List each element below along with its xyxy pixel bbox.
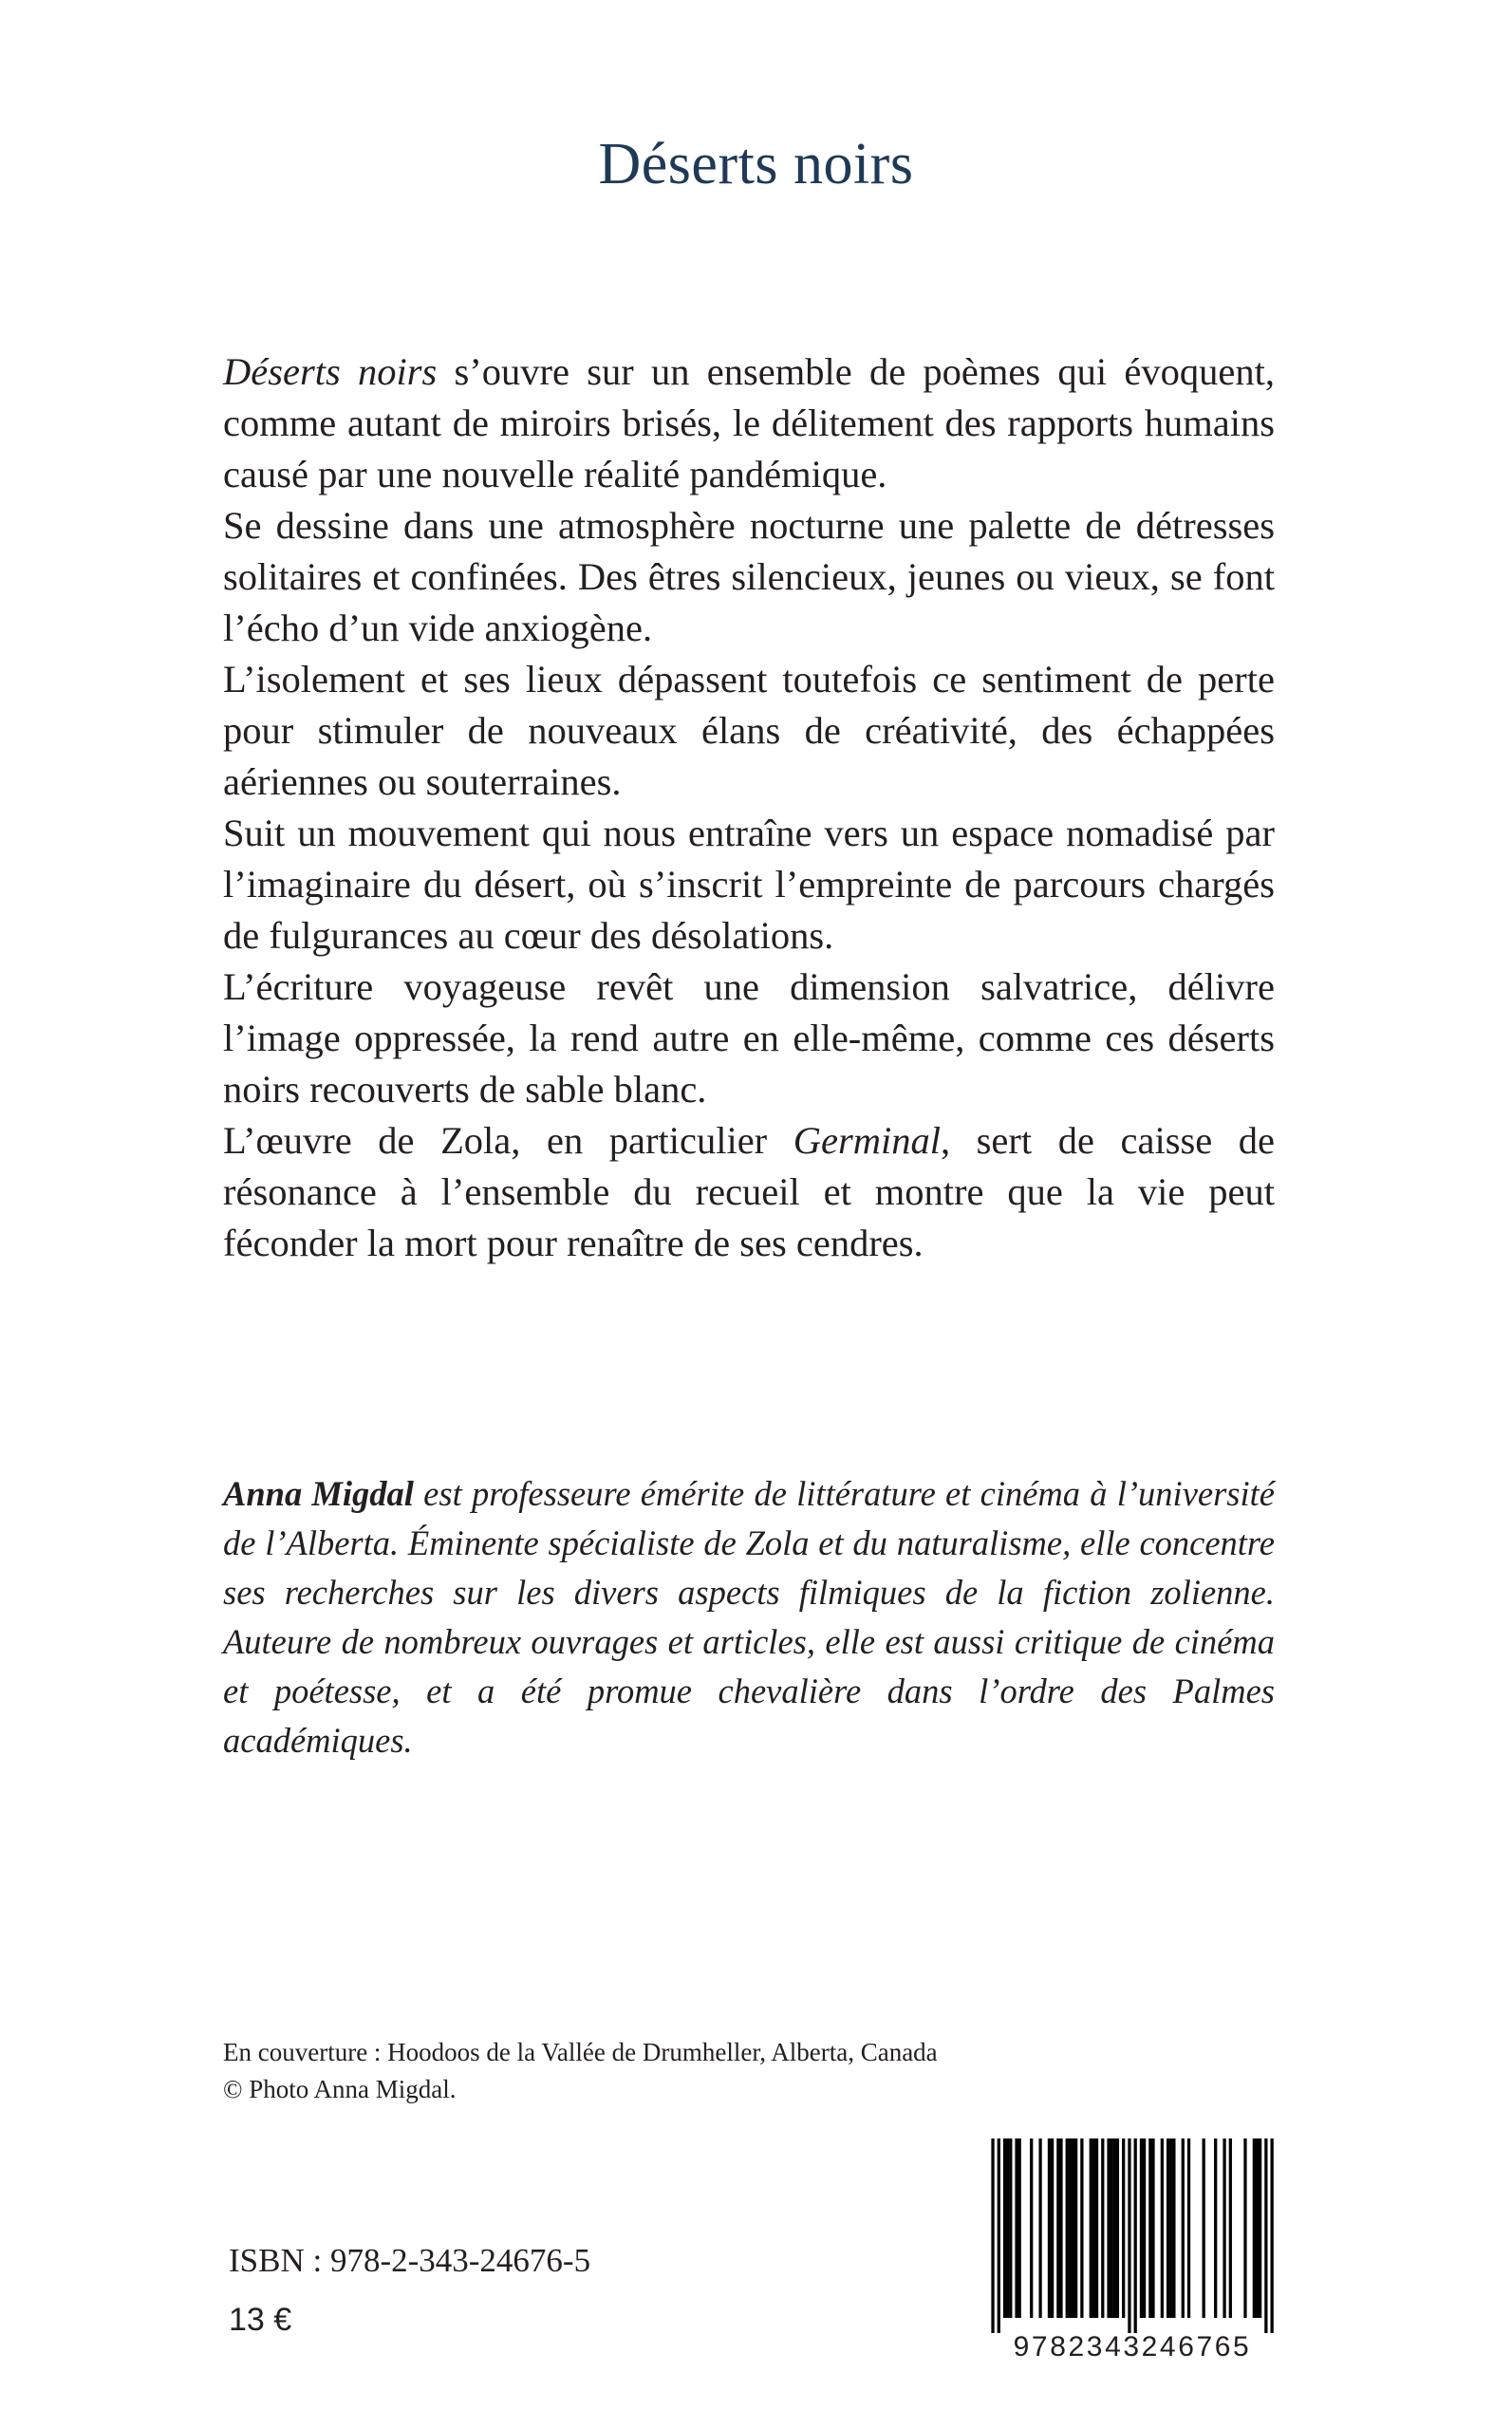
barcode-bar — [1143, 2138, 1146, 2318]
barcode-bar — [1134, 2138, 1137, 2333]
blurb-paragraph-6-end: , sert de caisse de résonance à l’ensemble du recueil et montre que la vie peut féconder la mort pour renaître de ses cendres. — [223, 1119, 1275, 1264]
blurb-paragraph-3: L’isolement et ses lieux dépassent toutefois ce sentiment de perte pour stimuler de nouveaux élans de créativité, des échappées aériennes ou souterraines. — [223, 658, 1275, 803]
barcode — [982, 2138, 1282, 2333]
barcode-bar — [1229, 2138, 1232, 2318]
barcode-bar — [1116, 2138, 1119, 2318]
author-bio-text: est professeure émérite de littérature et cinéma à l’université de l’Alberta. Éminente spécialiste de Zola et du naturalisme, elle concentre ses recherches sur les divers aspects filmiques de la fiction zolienne. Auteure de nombreux ouvrages et articles, elle est aussi critique de cinéma et poétesse, et a été promue chevalière dans l’ordre des Palmes académiques. — [223, 1474, 1275, 1760]
barcode-bar — [1187, 2138, 1190, 2318]
blurb-paragraph-6 — [223, 1115, 1275, 1269]
isbn: ISBN : 978-2-343-24676-5 — [229, 2242, 591, 2279]
barcode-bar — [1122, 2138, 1125, 2318]
barcode-bar — [1182, 2138, 1185, 2318]
barcode-bar — [1161, 2138, 1164, 2318]
barcode-bar — [1264, 2138, 1267, 2333]
barcode-bar — [1167, 2138, 1169, 2318]
barcode-bar — [1092, 2138, 1095, 2318]
barcode-bar — [1169, 2138, 1172, 2318]
barcode-bar — [1080, 2138, 1083, 2318]
cover-credit-line-1: En couverture : Hoodoos de la Vallée de Drumheller, Alberta, Canada — [223, 2038, 938, 2066]
barcode-bar — [1172, 2138, 1175, 2318]
barcode-bar — [1101, 2138, 1104, 2318]
barcode-bar — [1003, 2138, 1006, 2318]
blurb-germinal-italic: Germinal — [793, 1119, 941, 1162]
author-name: Anna Migdal — [223, 1474, 414, 1513]
barcode-bar — [1009, 2138, 1012, 2318]
barcode-bar — [1069, 2138, 1072, 2318]
blurb-paragraph-6-start: L’œuvre de Zola, en particulier — [223, 1119, 793, 1162]
barcode-bar — [1203, 2138, 1205, 2318]
barcode-bar — [1095, 2138, 1098, 2318]
barcode-bar — [1048, 2138, 1051, 2318]
blurb-paragraph-4: Suit un mouvement qui nous entraîne vers un espace nomadisé par l’imaginaire du désert, où s’inscrit l’empreinte de parcours chargés de fulgurances au cœur des désolations. — [223, 812, 1275, 957]
barcode-bar — [1059, 2138, 1062, 2318]
barcode-bar — [1113, 2138, 1116, 2318]
barcode-bar — [1148, 2138, 1151, 2318]
barcode-bar — [1256, 2138, 1259, 2318]
barcode-bar — [1018, 2138, 1021, 2318]
barcode-bar — [1140, 2138, 1143, 2318]
barcode-bar — [1030, 2138, 1033, 2318]
barcode-bar — [1015, 2138, 1017, 2318]
barcode-bar — [1051, 2138, 1054, 2318]
barcode-bar — [1038, 2138, 1041, 2318]
barcode-bar — [1006, 2138, 1009, 2318]
barcode-digits: 9782343246765 — [1013, 2331, 1252, 2362]
barcode-bar — [1151, 2138, 1154, 2318]
barcode-bar — [1214, 2138, 1217, 2318]
book-title: Déserts noirs — [598, 132, 914, 196]
barcode-bar — [1259, 2138, 1261, 2318]
barcode-bar — [998, 2138, 1000, 2333]
author-bio — [223, 1469, 1275, 1765]
blurb-title-italic: Déserts noirs — [223, 350, 438, 393]
back-cover-blurb — [223, 346, 1275, 1269]
barcode-bar — [1270, 2138, 1273, 2333]
barcode-bar — [1066, 2138, 1069, 2318]
barcode-bars — [982, 2138, 1282, 2333]
barcode-bar — [1111, 2138, 1113, 2318]
blurb-paragraph-1-text: s’ouvre sur un ensemble de poèmes qui évoquent, comme autant de miroirs brisés, le délitement des rapports humains causé par une nouvelle réalité pandémique. — [223, 350, 1275, 495]
barcode-bar — [1056, 2138, 1059, 2318]
barcode-bar — [1243, 2138, 1246, 2318]
price: 13 € — [229, 2302, 292, 2338]
blurb-paragraph-1 — [223, 346, 1275, 500]
barcode-bar — [1128, 2138, 1130, 2333]
barcode-bar — [1107, 2138, 1110, 2318]
cover-credit-line-2: © Photo Anna Migdal. — [223, 2075, 457, 2103]
barcode-bar — [1090, 2138, 1092, 2318]
blurb-paragraph-2: Se dessine dans une atmosphère nocturne une palette de détresses solitaires et confinées. Des êtres silencieux, jeunes ou vieux, se font l’écho d’un vide anxiogène. — [223, 504, 1275, 649]
barcode-bar — [991, 2138, 994, 2333]
barcode-bar — [1253, 2138, 1256, 2318]
barcode-bar — [1074, 2138, 1077, 2318]
blurb-paragraph-5: L’écriture voyageuse revêt une dimension salvatrice, délivre l’image oppressée, la rend autre en elle-même, comme ces déserts noirs recouverts de sable blanc. — [223, 965, 1275, 1111]
barcode-bar — [1072, 2138, 1074, 2318]
cover-credit — [223, 2034, 1172, 2108]
barcode-bar — [1223, 2138, 1225, 2318]
